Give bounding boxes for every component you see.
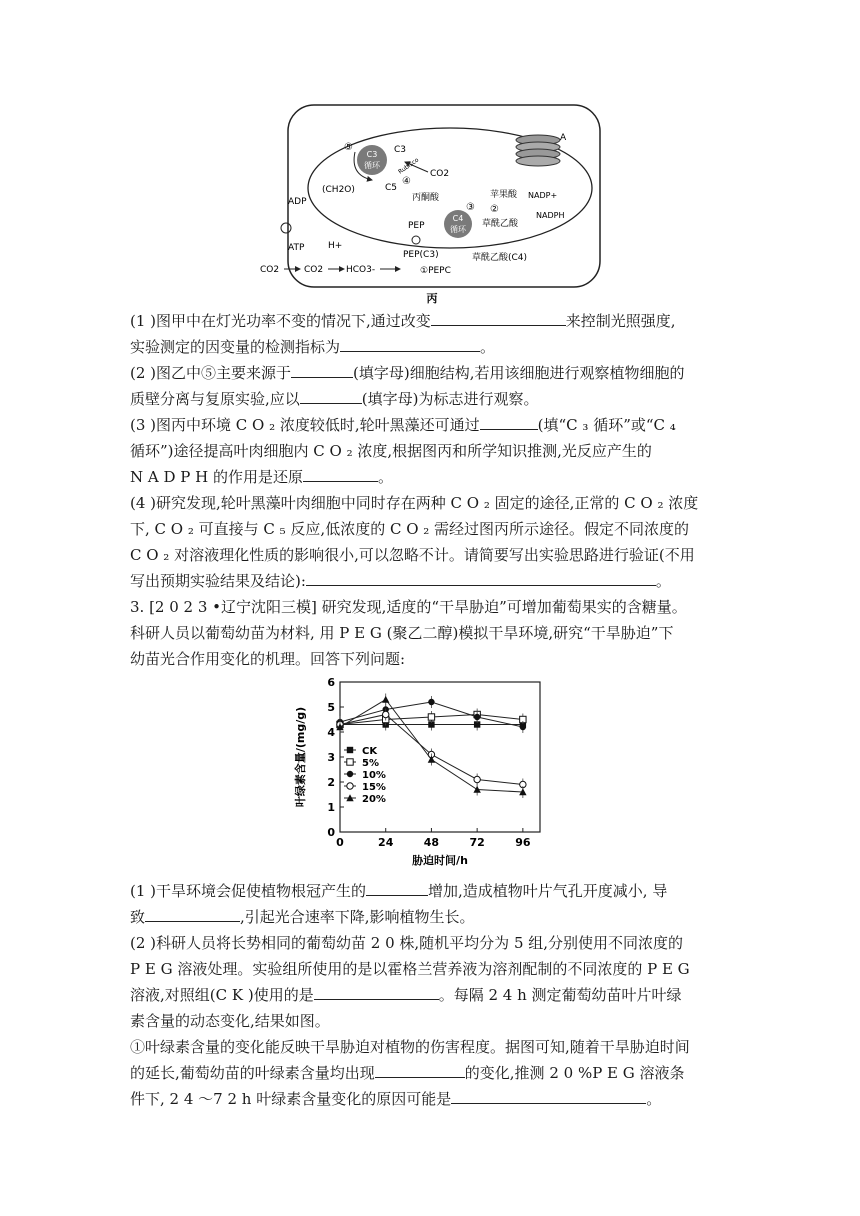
label-pyruvate: 丙酮酸: [412, 193, 440, 203]
y-tick-label: 2: [327, 776, 335, 789]
label-hco3: HCO3-: [346, 265, 376, 275]
label-ch2o: (CH2O): [322, 185, 355, 195]
legend-label-4: 20%: [362, 794, 386, 805]
q1-line1: (1 )图甲中在灯光功率不变的情况下,通过改变 来控制光照强度,: [130, 308, 740, 334]
answer-blank[interactable]: [314, 982, 439, 1000]
data-point-3: [474, 776, 480, 782]
legend-label-0: CK: [362, 746, 378, 757]
answer-blank[interactable]: [366, 878, 428, 896]
q3-line2: 循环”)途径提高叶肉细胞内 C O ₂ 浓度,根据图丙和所学知识推测,光反应产生的: [130, 442, 652, 460]
q31-line1: (1 )干旱环境会促使植物根冠产生的 增加,造成植物叶片气孔开度减小, 导: [130, 878, 740, 904]
label-pyruvate-area-malate: 苹果酸: [490, 190, 518, 200]
x-tick-label: 96: [515, 836, 531, 849]
x-tick-label: 0: [336, 836, 344, 849]
legend-label-3: 15%: [362, 782, 386, 793]
label-c5: C5: [385, 183, 398, 193]
p3-line3: 幼苗光合作用变化的机理。回答下列问题:: [130, 650, 406, 668]
x-axis-label: 胁迫时间/h: [412, 854, 468, 867]
label-a: A: [560, 133, 567, 143]
x-tick-label: 48: [423, 836, 440, 849]
answer-blank[interactable]: [340, 334, 480, 352]
q32-line2: P E G 溶液处理。实验组所使用的是以霍格兰营养液为溶剂配制的不同浓度的 P E G: [130, 960, 690, 978]
legend-marker-1: [347, 759, 353, 765]
answer-blank[interactable]: [480, 412, 538, 430]
label-adp: ADP: [288, 197, 307, 207]
x-tick-label: 72: [469, 836, 485, 849]
p3-line1: 3. [2 0 2 3 •辽宁沈阳三模] 研究发现,适度的“干旱胁迫”可增加葡萄果实的含糖量。: [130, 598, 687, 616]
y-tick-label: 3: [327, 751, 335, 764]
q4-line3: C O ₂ 对溶液理化性质的影响很小,可以忽略不计。请简要写出实验思路进行验证(不用: [130, 546, 695, 564]
data-point-2: [428, 699, 434, 705]
data-point-1: [428, 714, 434, 720]
answer-blank[interactable]: [291, 360, 353, 378]
figure-bing: [260, 100, 605, 305]
q321-line1: ①叶绿素含量的变化能反映干旱胁迫对植物的伤害程度。据图可知,随着干旱胁迫时间: [130, 1038, 690, 1056]
answer-blank[interactable]: [145, 904, 240, 922]
data-point-3: [383, 711, 389, 717]
pathway-diagram: [260, 100, 605, 305]
answer-blank[interactable]: [303, 464, 378, 482]
c3-cycle-label-2: 循环: [364, 161, 380, 170]
q2-line1: (2 )图乙中⑤主要来源于 (填字母)细胞结构,若用该细胞进行观察植物细胞的: [130, 360, 740, 386]
label-nadph: NADPH: [536, 211, 565, 220]
c4-cycle-label-2: 循环: [450, 225, 466, 234]
chart-svg: [290, 672, 560, 872]
answer-blank[interactable]: [306, 568, 656, 586]
legend-label-2: 10%: [362, 770, 386, 781]
label-atp: ATP: [288, 243, 305, 253]
q32-line4: 素含量的动态变化,结果如图。: [130, 1012, 330, 1030]
legend-marker-3: [347, 783, 353, 789]
label-pep-c3: PEP(C3): [403, 250, 439, 260]
thylakoid-a: [516, 135, 560, 166]
answer-blank[interactable]: [375, 1060, 465, 1078]
q4-line2: 下, C O ₂ 可直接与 C ₅ 反应,低浓度的 C O ₂ 需经过图丙所示途径。假定不同浓度的: [130, 520, 690, 538]
legend-label-1: 5%: [362, 758, 379, 769]
label-4: ④: [402, 176, 411, 187]
label-co2-mid: CO2: [304, 265, 324, 275]
data-point-2: [520, 724, 526, 730]
answer-blank[interactable]: [451, 1086, 646, 1104]
q4-line4: 写出预期实验结果及结论): 。: [130, 568, 740, 594]
q321-line3: 件下, 2 4 ～7 2 h 叶绿素含量变化的原因可能是 。: [130, 1086, 740, 1112]
q4-line1: (4 )研究发现,轮叶黑藻叶肉细胞中同时存在两种 C O ₂ 固定的途径,正常的 C O ₂ 浓度: [130, 494, 699, 512]
q32-line1: (2 )科研人员将长势相同的葡萄幼苗 2 0 株,随机平均分为 5 组,分别使用不同浓度的: [130, 934, 684, 952]
label-co2-inner: CO2: [430, 169, 450, 179]
y-tick-label: 5: [327, 701, 335, 714]
y-tick-label: 1: [327, 801, 335, 814]
x-tick-label: 24: [378, 836, 394, 849]
q32-line3: 溶液,对照组(C K )使用的是 。每隔 2 4 h 测定葡萄幼苗叶片叶绿: [130, 982, 740, 1008]
label-c3: C3: [394, 145, 407, 155]
label-pep: PEP: [408, 221, 425, 231]
y-tick-label: 4: [327, 726, 335, 739]
legend-marker-2: [347, 771, 353, 777]
q3-line3: N A D P H 的作用是还原 。: [130, 464, 740, 490]
y-tick-label: 6: [327, 676, 335, 689]
questions-block-3: [130, 878, 740, 1112]
label-oaa-c4: 草酰乙酸(C4): [472, 253, 528, 263]
label-2: ②: [490, 204, 499, 215]
label-pepc: ①PEPC: [420, 266, 451, 276]
p3-line2: 科研人员以葡萄幼苗为材料, 用 P E G (聚乙二醇)模拟干旱环境,研究“干旱胁迫”下: [130, 624, 674, 642]
chlorophyll-chart: [290, 672, 560, 872]
q1-line2: 实验测定的因变量的检测指标为 。: [130, 334, 740, 360]
q31-line2: 致 ,引起光合速率下降,影响植物生长。: [130, 904, 740, 930]
label-3: ③: [466, 202, 475, 213]
label-5: ⑤: [344, 142, 353, 153]
label-co2-outer: CO2: [260, 265, 280, 275]
q2-line2: 质壁分离与复原实验,应以 (填字母)为标志进行观察。: [130, 386, 740, 412]
data-point-2: [474, 714, 480, 720]
c4-cycle-label-1: C4: [452, 214, 464, 223]
answer-blank[interactable]: [300, 386, 362, 404]
label-h: H+: [328, 241, 343, 251]
questions-block-2: [130, 308, 740, 672]
label-rubisco: Rubisco: [397, 156, 421, 176]
legend-marker-0: [347, 747, 353, 753]
figure-caption: 丙: [426, 292, 438, 305]
y-axis-label: 叶绿素含量/(mg/g): [294, 706, 307, 808]
data-point-4: [382, 696, 389, 703]
q321-line2: 的延长,葡萄幼苗的叶绿素含量均出现 的变化,推测 2 0 %P E G 溶液条: [130, 1060, 740, 1086]
label-oaa-inner: 草酰乙酸: [482, 219, 519, 229]
c3-cycle-label-1: C3: [366, 150, 378, 159]
answer-blank[interactable]: [431, 308, 566, 326]
q3-line1: (3 )图丙中环境 C O ₂ 浓度较低时,轮叶黑藻还可通过 (填“C ₃ 循环”或“C ₄: [130, 412, 740, 438]
label-nadp: NADP+: [528, 191, 558, 200]
y-tick-label: 0: [327, 826, 335, 839]
